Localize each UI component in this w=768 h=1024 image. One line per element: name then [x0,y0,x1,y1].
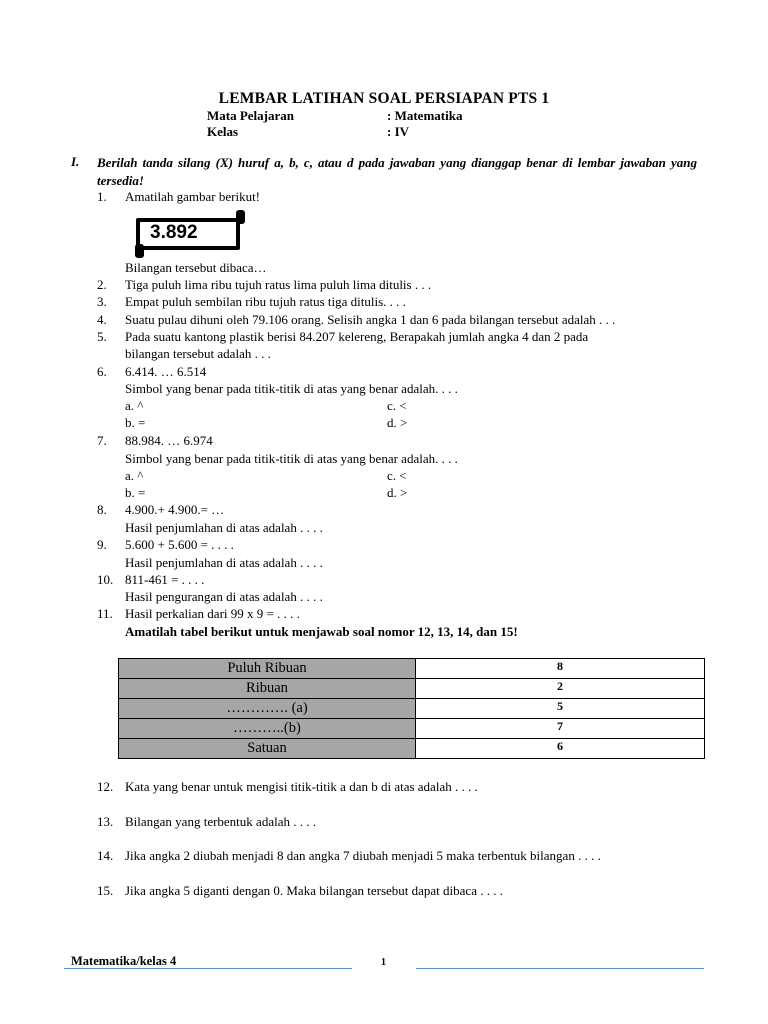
place-value-digit: 8 [416,659,705,679]
question-text: Bilangan yang terbentuk adalah . . . . [125,814,316,829]
question-number: 13. [97,814,114,829]
question-text: Suatu pulau dihuni oleh 79.106 orang. Selisih angka 1 dan 6 pada bilangan tersebut adalah . . . [125,312,616,327]
footer-divider-right [416,968,704,969]
section-instruction: Berilah tanda silang (X) huruf a, b, c, atau d pada jawaban yang dianggap benar di lembar jawaban yang tersedia! [97,155,697,188]
table-row [119,739,705,759]
option-c: c. < [387,398,407,413]
question-text: bilangan tersebut adalah . . . [125,346,271,361]
question-number: 2. [97,277,107,292]
place-value-digit: 5 [416,699,705,719]
place-value-label: Puluh Ribuan [119,659,416,679]
footer-label: Matematika/kelas 4 [71,954,177,968]
question-expression: 88.984. … 6.974 [125,433,213,448]
question-text: Simbol yang benar pada titik-titik di atas yang benar adalah. . . . [125,381,458,396]
question-text: Jika angka 2 diubah menjadi 8 dan angka 7 diubah menjadi 5 maka terbentuk bilangan . . . . [125,848,601,863]
table-row [119,719,705,739]
page-title: LEMBAR LATIHAN SOAL PERSIAPAN PTS 1 [218,90,550,107]
question-number: 11. [97,606,113,621]
question-expression: 6.414. … 6.514 [125,364,207,379]
image-number-text: 3.892 [150,222,198,243]
number-image [132,210,248,258]
question-number: 12. [97,779,114,794]
place-value-label: …………. (a) [119,699,416,719]
table-row [119,659,705,679]
question-text: Pada suatu kantong plastik berisi 84.207 kelereng, Berapakah jumlah angka 4 dan 2 pada [125,329,589,344]
table-instruction: Amatilah tabel berikut untuk menjawab soal nomor 12, 13, 14, dan 15! [125,624,518,639]
question-number: 7. [97,433,107,448]
option-b: b. = [125,415,146,430]
question-number: 14. [97,848,114,863]
footer-divider-left [64,968,352,969]
question-expression: 4.900.+ 4.900.= … [125,502,225,517]
question-text: Empat puluh sembilan ribu tujuh ratus tiga ditulis. . . . [125,294,406,309]
option-a: a. ^ [125,398,144,413]
subject-value: : Matematika [387,108,463,123]
place-value-label: Satuan [119,739,416,759]
question-text: Hasil penjumlahan di atas adalah . . . . [125,520,323,535]
table-row [119,679,705,699]
class-label: Kelas [207,124,239,139]
question-number: 6. [97,364,107,379]
question-number: 8. [97,502,107,517]
place-value-digit: 2 [416,679,705,699]
question-text: Tiga puluh lima ribu tujuh ratus lima puluh lima ditulis . . . [125,277,432,292]
page-number: 1 [381,957,386,968]
class-value: : IV [387,124,410,139]
question-text: Kata yang benar untuk mengisi titik-titik a dan b di atas adalah . . . . [125,779,478,794]
question-text: Hasil pengurangan di atas adalah . . . . [125,589,323,604]
question-text: Jika angka 5 diganti dengan 0. Maka bilangan tersebut dapat dibaca . . . . [125,883,503,898]
question-number: 4. [97,312,107,327]
place-value-label: Ribuan [119,679,416,699]
question-number: 15. [97,883,114,898]
question-text: Hasil penjumlahan di atas adalah . . . . [125,555,323,570]
question-text: Amatilah gambar berikut! [125,189,261,204]
question-number: 3. [97,294,107,309]
place-value-label: ………..(b) [119,719,416,739]
subject-label: Mata Pelajaran [207,108,295,123]
option-c: c. < [387,468,407,483]
question-text: Hasil perkalian dari 99 x 9 = . . . . [125,606,300,621]
table-row [119,699,705,719]
question-expression: 5.600 + 5.600 = . . . . [125,537,234,552]
option-b: b. = [125,485,146,500]
place-value-table [118,658,705,759]
place-value-digit: 6 [416,739,705,759]
question-followup: Bilangan tersebut dibaca… [125,260,267,275]
question-number: 9. [97,537,107,552]
option-d: d. > [387,415,408,430]
question-number: 10. [97,572,114,587]
option-a: a. ^ [125,468,144,483]
question-expression: 811-461 = . . . . [125,572,205,587]
question-text: Simbol yang benar pada titik-titik di atas yang benar adalah. . . . [125,451,458,466]
question-number: 1. [97,189,107,204]
option-d: d. > [387,485,408,500]
section-number: I. [71,154,80,169]
place-value-digit: 7 [416,719,705,739]
question-number: 5. [97,329,107,344]
